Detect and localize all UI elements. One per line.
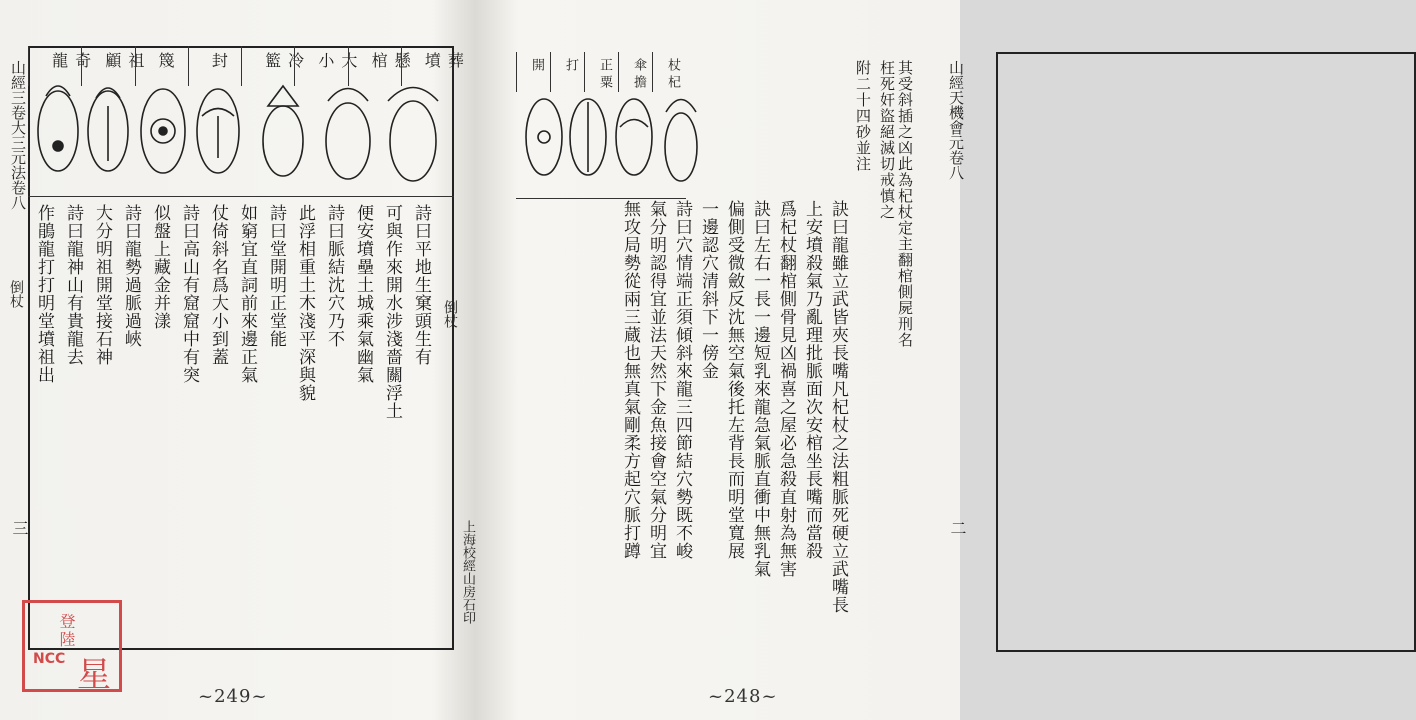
right-text-column: 上安墳殺氣乃亂理批脈面次安棺坐長嘴而當殺 (802, 200, 822, 560)
right-text-column: 訣曰左右一長一邊短乳來龍急氣脈直衝中無乳氣 (750, 200, 770, 578)
diagram-icon-5 (263, 86, 303, 176)
left-side-code: 三 (10, 520, 29, 536)
left-side-label-right: 倒杖 (442, 300, 458, 328)
right-cell-label-text: 正粟 (597, 58, 612, 92)
diagram-icon-2 (88, 88, 128, 171)
left-page (0, 0, 480, 720)
red-seal: 登陸 NCC 星 (22, 600, 122, 692)
left-page-number: ~249~ (198, 686, 268, 707)
right-small-column: 其受斜插之凶此為杞杖定主翻棺側屍刑名枉死奸盜絕滅切戒慎之 (878, 60, 914, 348)
right-side-code: 二 (948, 520, 967, 536)
left-cell-label-text: 奇龍 (49, 52, 92, 78)
left-diagrams (28, 46, 454, 196)
right-cell-label-3 (618, 52, 652, 92)
left-cell-label-text: 葬墳 (422, 52, 465, 78)
right-cell-label-text: 打 (563, 58, 578, 75)
left-text-column: 詩曰龍勢過脈過峽 (121, 204, 141, 348)
left-side-bottom: 上海校經山房石印 (460, 520, 475, 624)
left-cell-label-text: 祖顧 (102, 52, 145, 78)
right-small-column: 附二十四砂並注 (854, 60, 872, 172)
left-cell-label-text: 冷籃 (262, 52, 305, 78)
right-cell-label-text: 傘擔 (631, 58, 646, 92)
right-text-frame (996, 52, 1416, 652)
right-text-column: 無攻局勢從兩三蔵也無真氣剛柔方起穴脈打蹲 (620, 200, 640, 560)
right-cell-label-0 (516, 52, 550, 92)
diagram-icon-1 (38, 86, 78, 171)
right-text-column: 爲杞杖翻棺側骨見凶禍喜之屋必急殺直射為無害 (776, 200, 796, 578)
diagram-icon-c (616, 99, 652, 175)
right-cell-label-4 (652, 52, 686, 92)
left-cell-label-text: 封 (209, 52, 229, 78)
left-diagram-divider (28, 196, 454, 197)
left-text-column: 如窮宜直詞前來邊正氣 (237, 204, 257, 384)
right-cell-label-text: 杖杞 (665, 58, 680, 92)
diagram-icon-b (570, 99, 606, 175)
left-header-text: 山經三卷大三元法卷八 (9, 60, 27, 210)
left-text-column: 大分明祖開堂接石神 (92, 204, 112, 366)
right-text-column: 氣分明認得宜並法天然下金魚接會空氣分明宜 (646, 200, 666, 560)
left-cell-label-text: 大小 (315, 52, 358, 78)
diagram-icon-d (665, 100, 697, 182)
left-cell-label-text: 懸棺 (369, 52, 412, 78)
left-text-column: 詩曰龍神山有貴龍去 (63, 204, 83, 366)
right-page (480, 0, 967, 720)
diagram-icon-7 (388, 88, 438, 182)
right-text-column: 偏側受微斂反沈無空氣後托左背長而明堂寬展 (724, 200, 744, 560)
right-header-text: 山經天機會元卷八 (947, 60, 965, 180)
diagram-icon-4 (197, 89, 239, 173)
right-text-column: 訣曰龍雖立武皆夾長嘴凡杞杖之法粗脈死硬立武嘴長 (828, 200, 848, 614)
diagram-icon-a (526, 99, 562, 175)
left-text-column: 作鵑龍打打明堂墳祖出 (34, 204, 54, 384)
left-text-column: 詩曰平地生窠頭生有 (411, 204, 431, 366)
right-cell-label-text: 開 (529, 58, 544, 75)
left-cell-label-text: 篾 (156, 52, 176, 78)
diagram-icon-3 (141, 89, 185, 173)
left-side-label: 倒杖 (8, 280, 24, 308)
left-text-column: 可與作來開水涉淺嗇關浮土 (382, 204, 402, 420)
left-text-column: 似盤上藏金并漾 (150, 204, 170, 330)
left-text-column: 詩曰堂開明正堂能 (266, 204, 286, 348)
right-text-column: 詩曰穴情端正須傾斜來龍三四節結穴勢既不峻 (672, 200, 692, 560)
right-page-number: ~248~ (708, 686, 778, 707)
diagram-icon-6 (326, 89, 370, 180)
right-text-column: 一邊認穴清斜下一傍金 (698, 200, 718, 380)
right-cell-label-1 (550, 52, 584, 92)
left-text-column: 仗倚斜名爲大小到蓋 (208, 204, 228, 366)
right-cell-label-2 (584, 52, 618, 92)
left-text-column: 詩曰高山有窟窟中有突 (179, 204, 199, 384)
left-text-column: 便安墳壘土城乘氣幽氣 (353, 204, 373, 384)
left-text-column: 此浮相重土木淺平深與貌 (295, 204, 315, 402)
left-text-column: 詩曰脈結沈穴乃不 (324, 204, 344, 348)
